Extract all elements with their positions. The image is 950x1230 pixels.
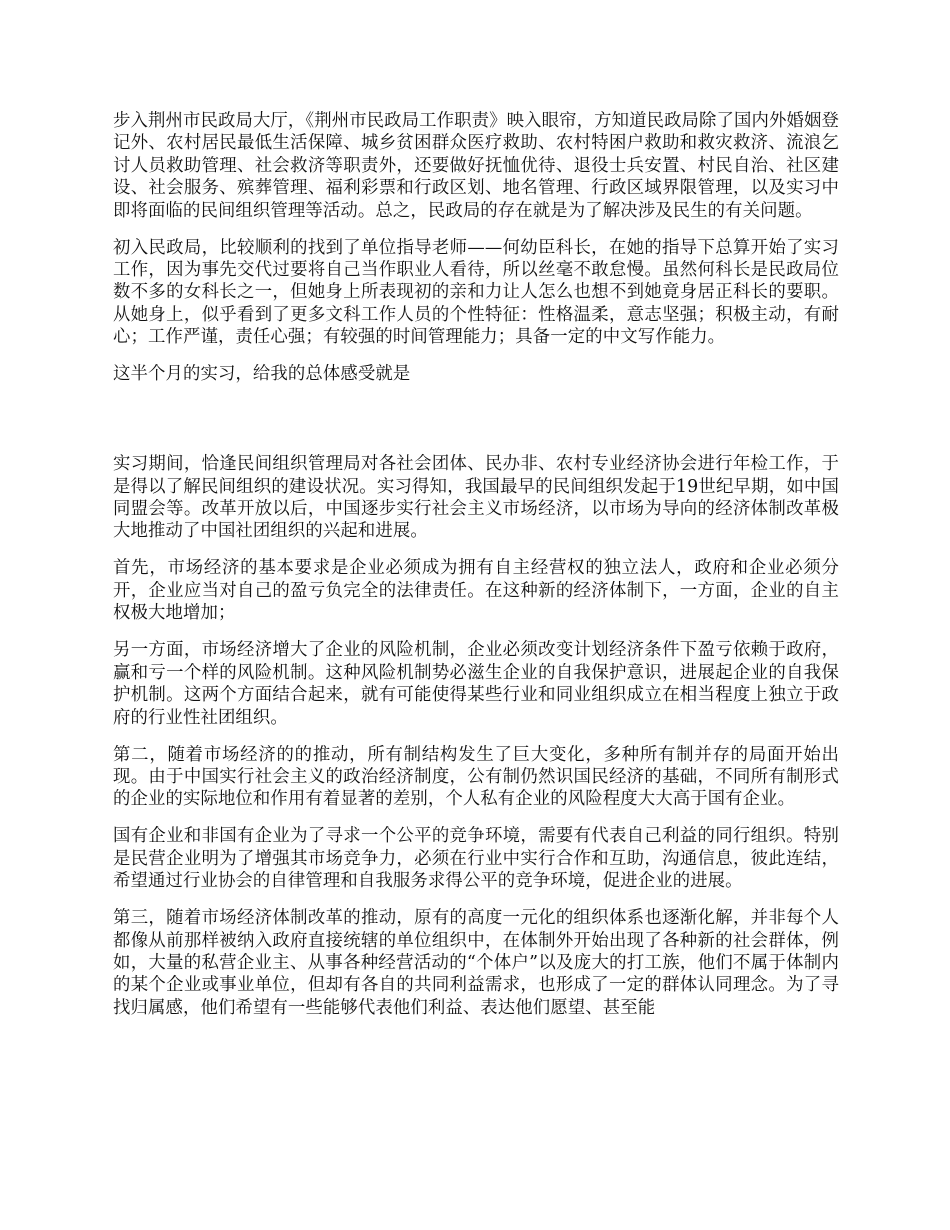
paragraph-fair-competition: 国有企业和非国有企业为了寻求一个公平的竞争环境，需要有代表自己利益的同行组织。特别是民营企业明为了增强其市场竞争力，必须在行业中实行合作和互助，沟通信息，彼此连结，希望通过行业协会的自律管理和自我服务求得公平的竞争环境，促进企业的进展。 <box>113 826 839 892</box>
paragraph-overall-impression: 这半个月的实习，给我的总体感受就是 <box>113 364 411 385</box>
paragraph-annual-inspection: 实习期间，恰逢民间组织管理局对各社会团体、民办非、农村专业经济协会进行年检工作，于是得以了解民间组织的建设状况。实习得知，我国最早的民间组织发起于19世纪早期，如中国同盟会等。改革开放以后，中国逐步实行社会主义市场经济，以市场为导向的经济体制改革极大地推动了中国社团组织的兴起和进展。 <box>113 454 839 542</box>
document-body <box>113 110 839 1034</box>
paragraph-supervisor-intro: 初入民政局，比较顺利的找到了单位指导老师——何幼臣科长，在她的指导下总算开始了实习工作，因为事先交代过要将自己当作职业人看待，所以丝毫不敢怠慢。虽然何科长是民政局位数不多的女科长之一，但她身上所表现初的亲和力让人怎么也想不到她竟身居正科长的要职。从她身上，似乎看到了更多文科工作人员的个性特征：性格温柔，意志坚强；积极主动，有耐心；工作严谨，责任心强；有较强的时间管理能力；具备一定的中文写作能力。 <box>113 237 839 348</box>
paragraph-civil-affairs-duties: 步入荆州市民政局大厅，《荆州市民政局工作职责》映入眼帘，方知道民政局除了国内外婚姻登记外、农村居民最低生活保障、城乡贫困群众医疗救助、农村特困户救助和救灾救济、流浪乞讨人员救助管理、社会救济等职责外，还要做好抚恤优待、退役士兵安置、村民自治、社区建设、社会服务、殡葬管理、福利彩票和行政区划、地名管理、行政区域界限管理，以及实习中即将面临的民间组织管理等活动。总之，民政局的存在就是为了解决涉及民生的有关问题。 <box>113 111 839 221</box>
paragraph-third-point: 第三，随着市场经济体制改革的推动，原有的高度一元化的组织体系也逐渐化解，并非每个人都像从前那样被纳入政府直接统辖的单位组织中，在体制外开始出现了各种新的社会群体，例如，大量的私营企业主、从事各种经营活动的“个体户”以及庞大的打工族，他们不属于体制内的某个企业或事业单位，但却有各自的共同利益需求，也形成了一定的群体认同理念。为了寻找归属感，他们希望有一些能够代表他们利益、表达他们愿望、甚至能 <box>113 908 839 1018</box>
blank-gap <box>113 400 839 453</box>
paragraph-first-point: 首先，市场经济的基本要求是企业必须成为拥有自主经营权的独立法人，政府和企业必须分开，企业应当对自己的盈亏负完全的法律责任。在这种新的经济体制下，一方面，企业的自主权极大地增加； <box>113 558 839 624</box>
paragraph-second-point: 第二，随着市场经济的的推动，所有制结构发生了巨大变化，多种所有制并存的局面开始出现。由于中国实行社会主义的政治经济制度，公有制仍然识国民经济的基础，不同所有制形式的企业的实际地位和作用有着显著的差别，个人私有企业的风险程度大大高于国有企业。 <box>113 744 839 810</box>
paragraph-risk-mechanism: 另一方面，市场经济增大了企业的风险机制，企业必须改变计划经济条件下盈亏依赖于政府，赢和亏一个样的风险机制。这种风险机制势必滋生企业的自我保护意识，进展起企业的自我保护机制。这两个方面结合起来，就有可能使得某些行业和同业组织成立在相当程度上独立于政府的行业性社团组织。 <box>113 640 839 728</box>
